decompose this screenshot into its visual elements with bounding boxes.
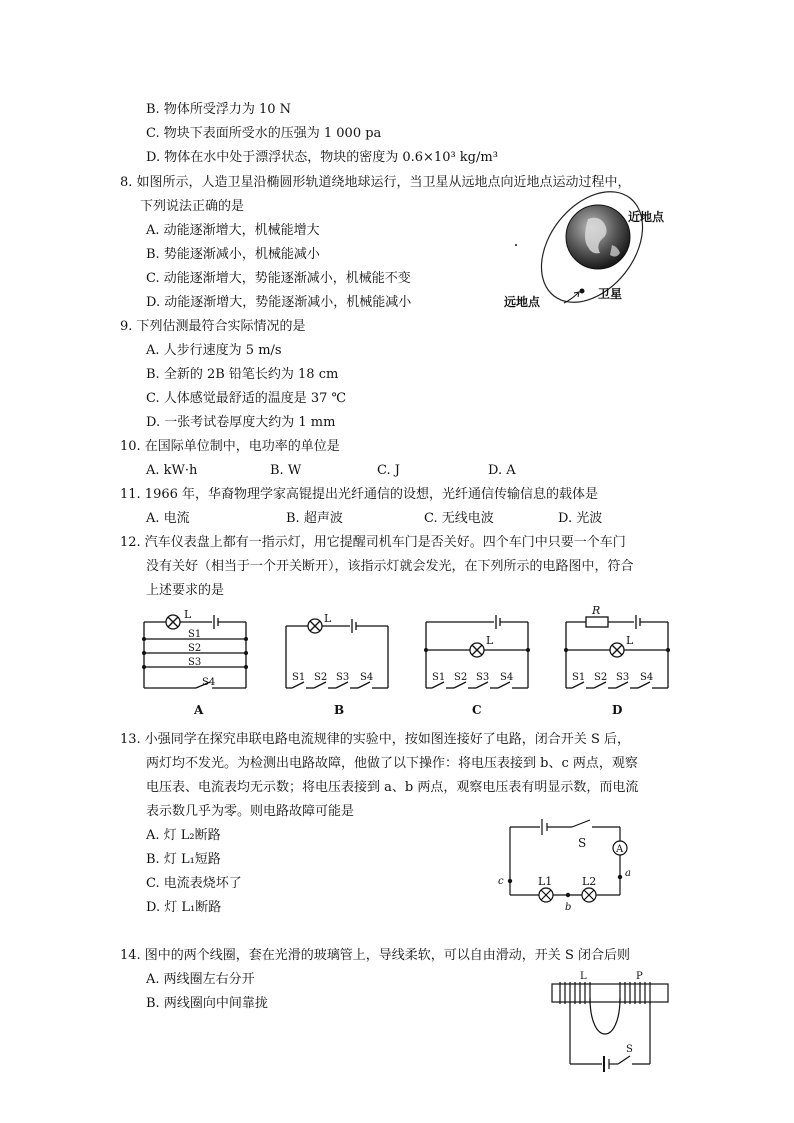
connecting-wire-loop: [590, 998, 620, 1034]
circuit-c-caption: C: [472, 703, 482, 717]
circuit-d-s2-label: S2: [594, 672, 608, 683]
coils-on-glass-tube-figure: [550, 968, 674, 1080]
lamp-l2-label: L2: [582, 875, 597, 888]
q14-option-a: A. 两线圈左右分开: [146, 972, 255, 987]
circuit-a-s2-label: S2: [188, 643, 202, 654]
satellite-dot: [580, 289, 585, 294]
coil-l-label: L: [580, 971, 587, 982]
q7-option-b: B. 物体所受浮力为 10 N: [146, 102, 291, 117]
q9-stem: 9. 下列估测最符合实际情况的是: [120, 319, 306, 334]
q10-option-a: A. kW·h: [146, 463, 198, 478]
circuit-b-s3-label: S3: [336, 672, 350, 683]
q11-option-d: D. 光波: [558, 511, 603, 526]
ammeter-label: A: [616, 844, 624, 855]
q8-option-b: B. 势能逐渐减小，机械能减小: [146, 247, 320, 262]
q11-option-a: A. 电流: [146, 511, 190, 526]
coil-p-label: P: [636, 971, 643, 982]
circuit-d-s1-label: S1: [572, 672, 586, 683]
circuit-b-lamp-label: L: [324, 612, 332, 625]
circuit-c-s1-label: S1: [432, 672, 446, 683]
q12-stem-line2: 没有关好（相当于一个开关断开），该指示灯就会发光，在下列所示的电路图中，符合: [146, 559, 634, 574]
satellite-label: 卫星: [598, 287, 623, 301]
circuit-d-s3-label: S3: [616, 672, 630, 683]
q13-option-d: D. 灯 L₁断路: [146, 900, 222, 915]
q8-stem-line1: 8. 如图所示，人造卫星沿椭圆形轨道绕地球运行，当卫星从远地点向近地点运动过程中，: [120, 175, 631, 190]
circuit-d-lamp-label: L: [626, 634, 634, 647]
switch-icon: [618, 1056, 630, 1064]
circuit-a-caption: A: [194, 703, 204, 717]
q13-option-c: C. 电流表烧坏了: [146, 876, 242, 891]
q10-option-d: D. A: [488, 463, 516, 478]
q10-option-b: B. W: [270, 463, 302, 478]
q12-stem-line3: 上述要求的是: [146, 583, 225, 598]
circuit-c-s3-label: S3: [476, 672, 490, 683]
point-b-label: b: [565, 902, 572, 913]
q11-stem: 11. 1966 年，华裔物理学家高锟提出光纤通信的设想，光纤通信传输信息的载体是: [120, 487, 599, 502]
resistor-icon: [586, 617, 608, 627]
point-c-label: c: [498, 876, 504, 887]
q13-stem-line4: 表示数几乎为零。则电路故障可能是: [146, 804, 355, 819]
q14-stem: 14. 图中的两个线圈，套在光滑的玻璃管上，导线柔软，可以自由滑动，开关 S 闭合后则: [120, 948, 630, 963]
q9-option-b: B. 全新的 2B 铅笔长约为 18 cm: [146, 367, 339, 382]
q13-option-a: A. 灯 L₂断路: [146, 828, 221, 843]
q13-stem-line1: 13. 小强同学在探究串联电路电流规律的实验中，按如图连接好了电路，闭合开关 S 后，: [120, 732, 630, 747]
q10-option-c: C. J: [377, 463, 400, 478]
circuit-d-s4-label: S4: [640, 672, 654, 683]
circuit-a: [140, 608, 250, 722]
perigee-label: 近地点: [628, 210, 665, 224]
circuit-b: [282, 612, 392, 722]
switch-s-label: S: [578, 836, 587, 850]
circuit-b-caption: B: [334, 703, 345, 717]
q8-stem-line2: 下列说法正确的是: [140, 199, 245, 214]
circuit-d-caption: D: [612, 703, 623, 717]
q12-stem-line1: 12. 汽车仪表盘上都有一指示灯，用它提醒司机车门是否关好。四个车门中只要一个车门: [120, 535, 626, 550]
q13-option-b: B. 灯 L₁短路: [146, 852, 221, 867]
switch-icon: [572, 820, 590, 827]
lamp-l1-label: L1: [538, 875, 553, 888]
q11-option-b: B. 超声波: [286, 511, 343, 526]
q8-option-a: A. 动能逐渐增大，机械能增大: [146, 223, 320, 238]
satellite-orbit-figure: [500, 195, 690, 315]
q13-stem-line3: 电压表、电流表均无示数；将电压表接到 a、b 两点，观察电压表有明显示数，而电流: [146, 780, 639, 795]
series-circuit-figure: [494, 815, 644, 915]
switch-s-label: S: [626, 1044, 633, 1055]
q7-option-c: C. 物块下表面所受水的压强为 1 000 pa: [146, 126, 382, 141]
q9-option-c: C. 人体感觉最舒适的温度是 37 ℃: [146, 391, 347, 406]
q8-option-d: D. 动能逐渐增大，势能逐渐减小，机械能减小: [146, 295, 412, 310]
circuit-a-s1-label: S1: [188, 629, 202, 640]
circuit-b-s1-label: S1: [292, 672, 306, 683]
circuit-a-lamp-label: L: [184, 608, 192, 621]
q13-stem-line2: 两灯均不发光。为检测出电路故障，他做了以下操作：将电压表接到 b、c 两点，观察: [146, 756, 638, 771]
circuit-b-s4-label: S4: [360, 672, 374, 683]
q7-option-d: D. 物体在水中处于漂浮状态，物块的密度为 0.6×10³ kg/m³: [146, 150, 498, 165]
apogee-label: 远地点: [504, 295, 541, 309]
circuit-b-s2-label: S2: [314, 672, 328, 683]
circuit-c-lamp-label: L: [486, 634, 494, 647]
circuit-d: [562, 604, 672, 722]
point-a-label: a: [625, 868, 631, 879]
q9-option-a: A. 人步行速度为 5 m/s: [146, 343, 282, 358]
circuit-c: [422, 612, 532, 722]
q9-option-d: D. 一张考试卷厚度大约为 1 mm: [146, 415, 336, 430]
q8-option-c: C. 动能逐渐增大，势能逐渐减小，机械能不变: [146, 271, 411, 286]
circuit-d-resistor-label: R: [592, 604, 601, 617]
circuit-c-s2-label: S2: [454, 672, 468, 683]
q11-option-c: C. 无线电波: [424, 511, 494, 526]
circuit-c-s4-label: S4: [500, 672, 514, 683]
q14-option-b: B. 两线圈向中间靠拢: [146, 996, 268, 1011]
circuit-a-s4-label: S4: [202, 677, 216, 688]
circuit-a-s3-label: S3: [188, 657, 202, 668]
satellite-motion-arrow: [564, 293, 578, 303]
q10-stem: 10. 在国际单位制中，电功率的单位是: [120, 439, 340, 454]
